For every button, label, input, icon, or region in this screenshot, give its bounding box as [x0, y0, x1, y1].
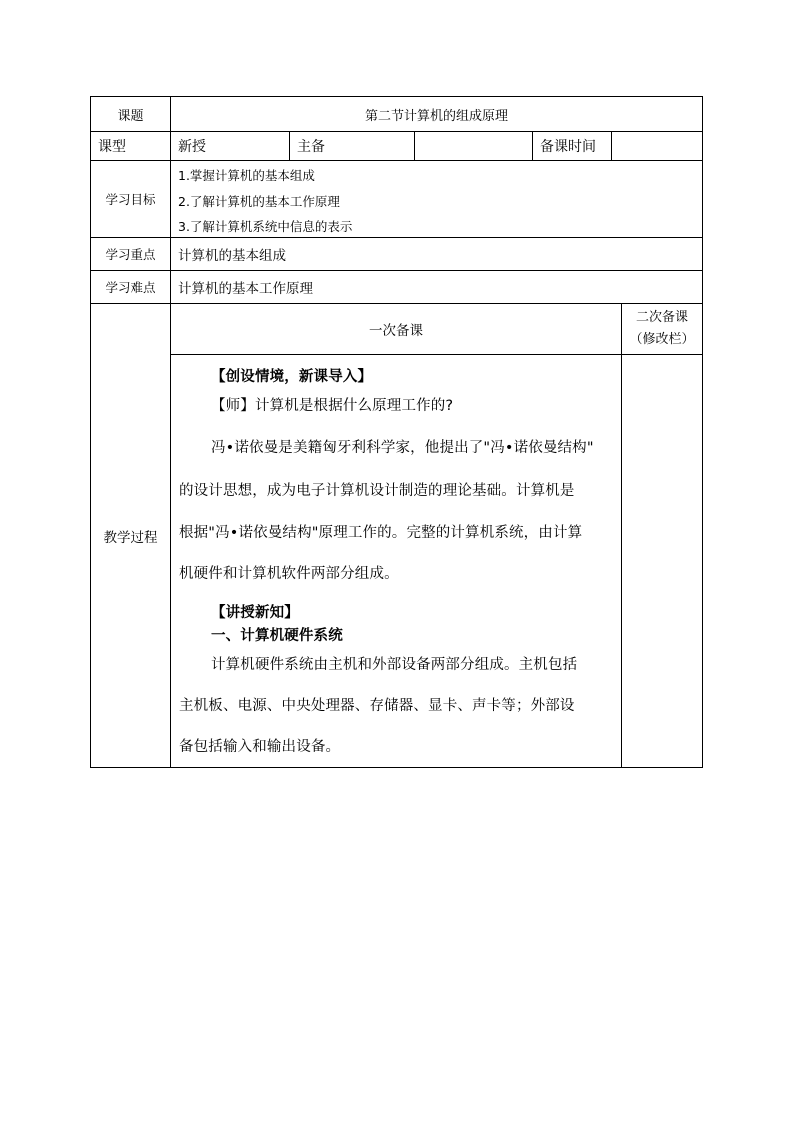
- paragraph-line: 备包括输入和输出设备。: [179, 739, 341, 755]
- second-prep-header-line2: （修改栏）: [629, 332, 695, 347]
- goal-item: 3.了解计算机系统中信息的表示: [178, 219, 353, 234]
- main-prep-value[interactable]: [415, 132, 532, 160]
- heading-intro: 【创设情境，新课导入】: [211, 369, 373, 385]
- goal-item: 1.掌握计算机的基本组成: [178, 168, 315, 183]
- lesson-type-value: 新授: [178, 139, 206, 155]
- key-points-label: 学习重点: [105, 247, 156, 262]
- lesson-type-label: 课型: [98, 139, 126, 155]
- difficult-points-label: 学习难点: [105, 280, 156, 295]
- lesson-title: 第二节计算机的组成原理: [364, 108, 508, 124]
- heading-new-knowledge: 【讲授新知】: [211, 605, 299, 621]
- section-heading: 一、计算机硬件系统: [211, 628, 343, 644]
- learning-goals-label: 学习目标: [105, 192, 156, 207]
- key-points-value: 计算机的基本组成: [178, 248, 286, 264]
- first-prep-content: [171, 355, 621, 767]
- prep-time-value[interactable]: [612, 132, 702, 160]
- paragraph-line: 根据"冯•诺依曼结构"原理工作的。完整的计算机系统，由计算: [179, 525, 583, 541]
- paragraph-line: 的设计思想，成为电子计算机设计制造的理论基础。计算机是: [179, 483, 575, 499]
- title-label: 课题: [117, 108, 144, 124]
- prep-time-label: 备课时间: [540, 139, 596, 155]
- first-prep-header: 一次备课: [369, 323, 423, 339]
- second-prep-header-line1: 二次备课: [635, 310, 688, 325]
- main-prep-label: 主备: [297, 139, 325, 155]
- paragraph-line: 冯•诺依曼是美籍匈牙利科学家，他提出了"冯•诺依曼结构": [211, 440, 594, 456]
- paragraph-line: 计算机硬件系统由主机和外部设备两部分组成。主机包括: [211, 657, 578, 673]
- paragraph-line: 机硬件和计算机软件两部分组成。: [179, 566, 399, 582]
- second-prep-header: [622, 304, 702, 354]
- paragraph-line: 主机板、电源、中央处理器、存储器、显卡、声卡等；外部设: [179, 698, 575, 714]
- revision-column[interactable]: [622, 355, 702, 767]
- difficult-points-value: 计算机的基本工作原理: [178, 281, 313, 297]
- goal-item: 2.了解计算机的基本工作原理: [178, 194, 340, 209]
- table-border-right: [702, 96, 703, 768]
- teacher-question: 【师】计算机是根据什么原理工作的?: [211, 398, 454, 414]
- table-border-bottom: [90, 767, 703, 768]
- learning-goals-list: [171, 161, 621, 237]
- teaching-process-label: 教学过程: [103, 529, 158, 546]
